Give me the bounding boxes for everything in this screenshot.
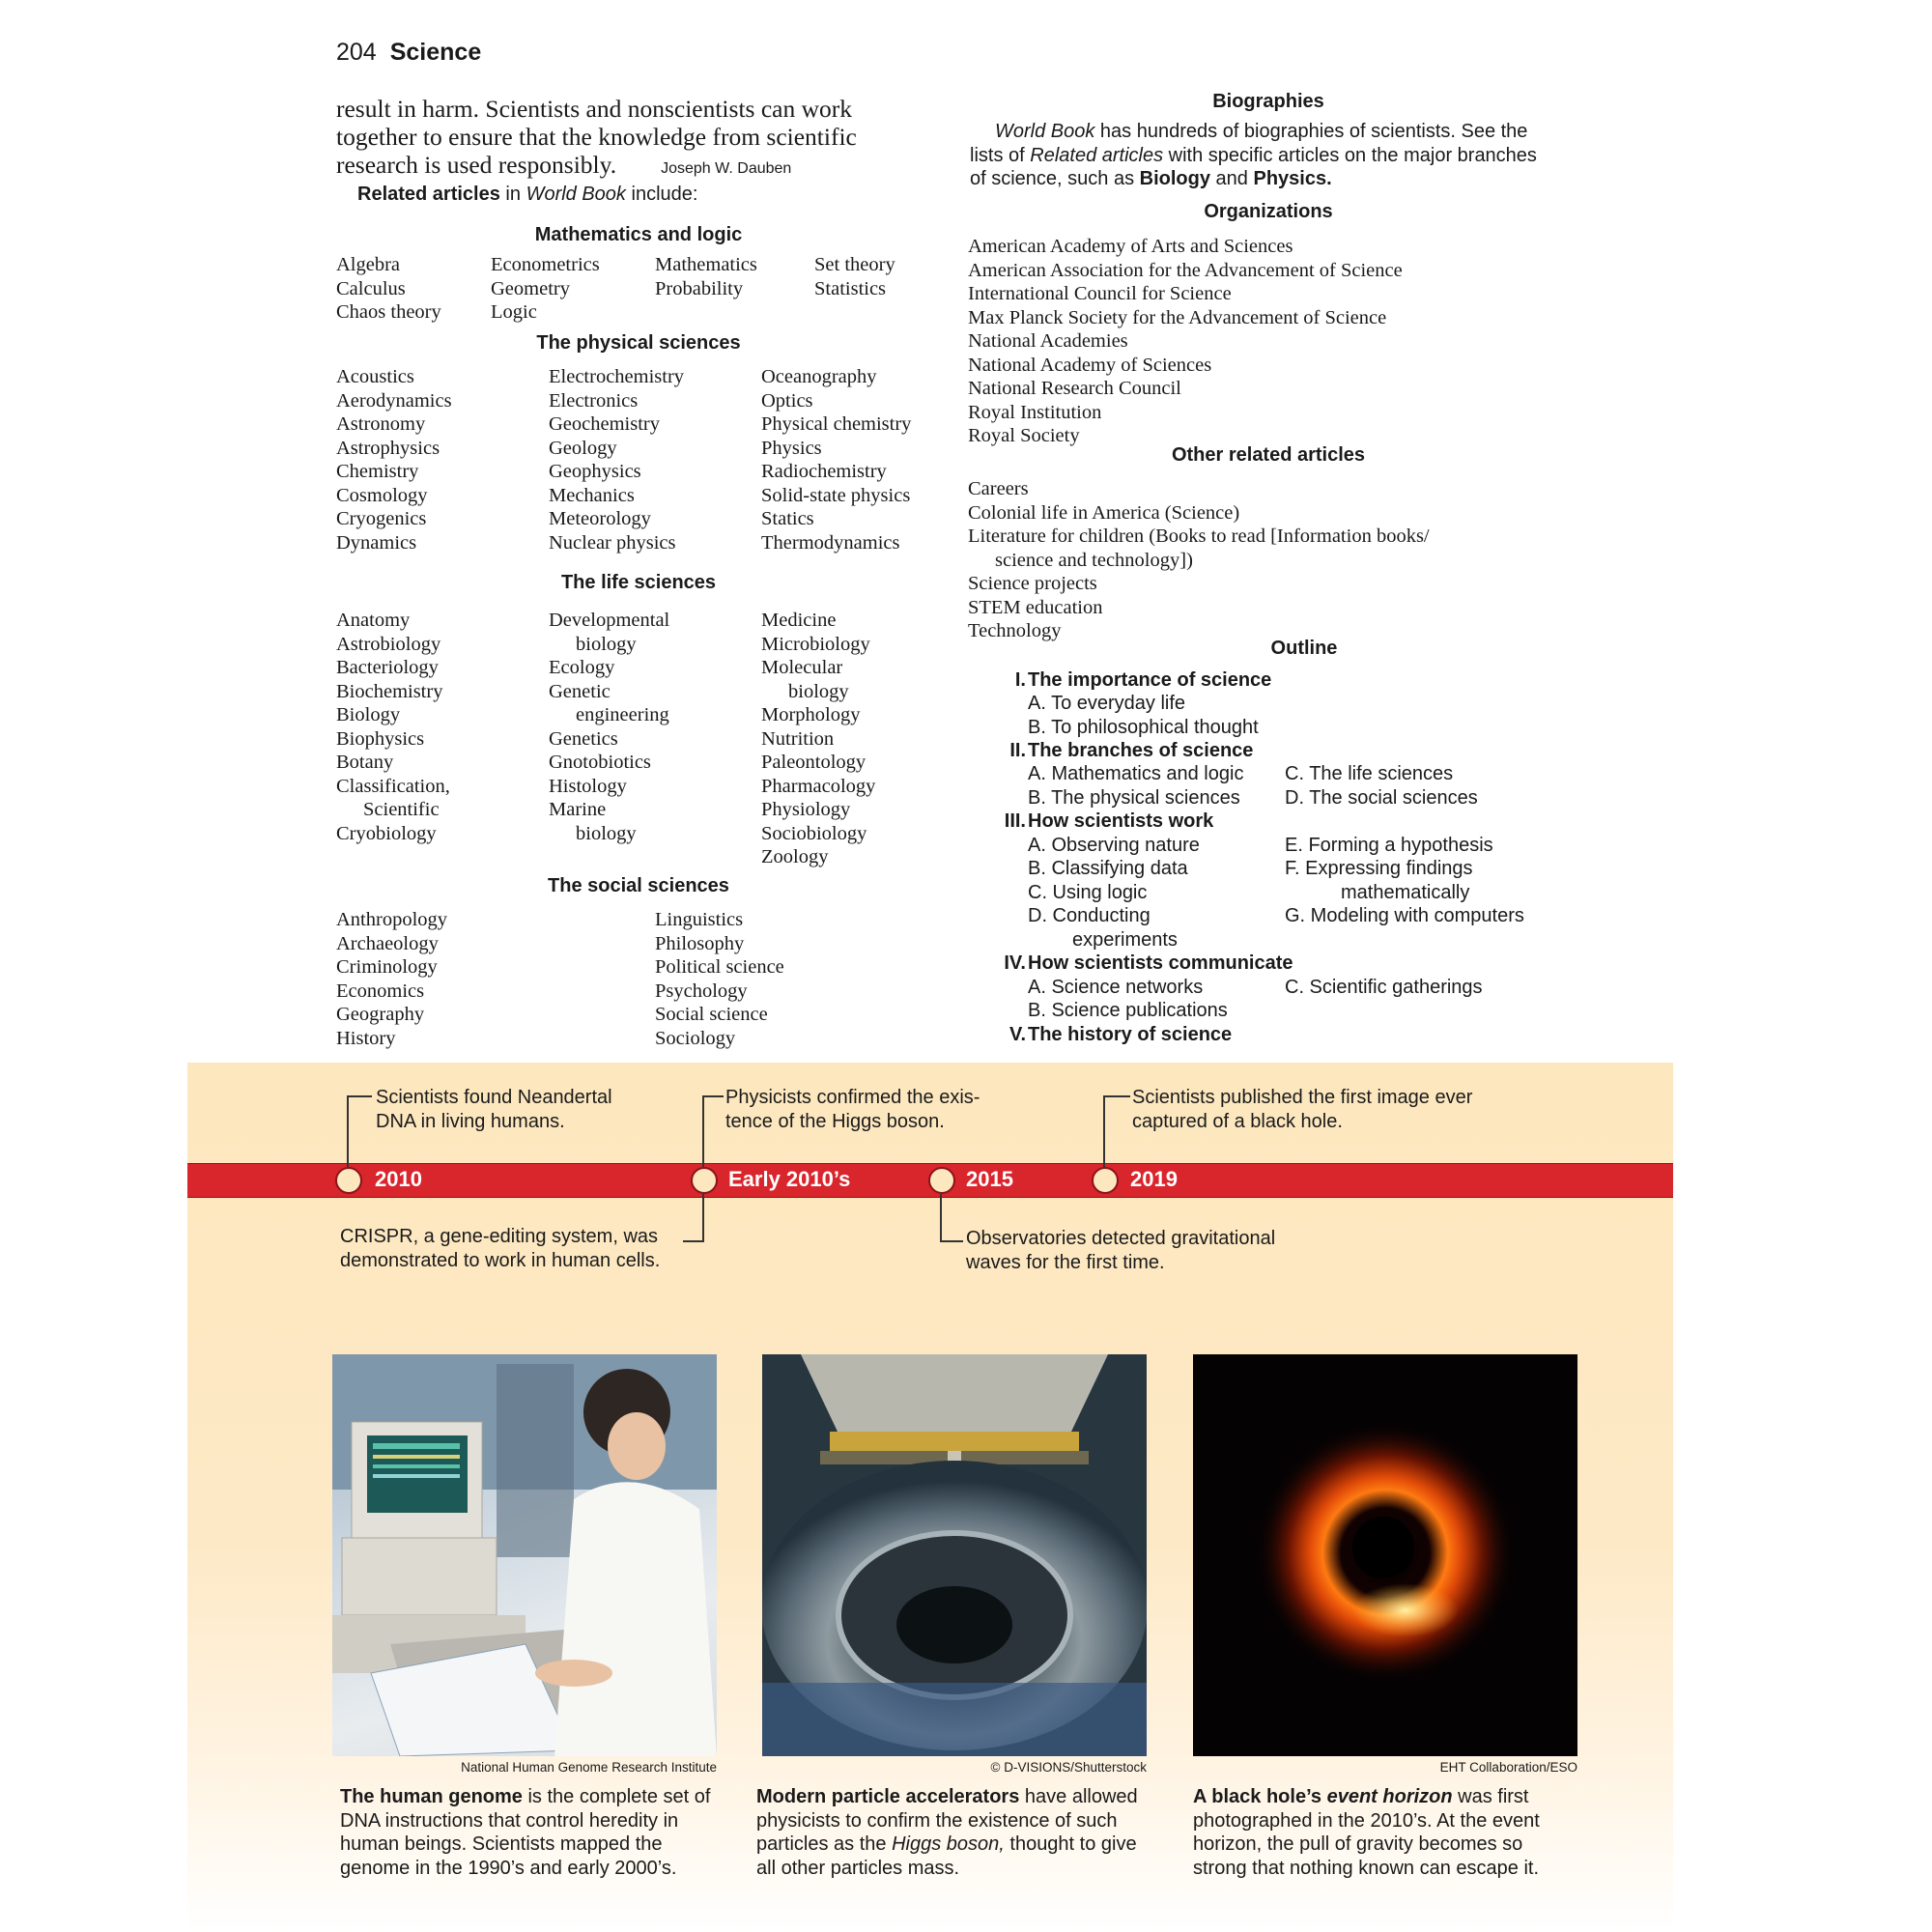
social-col-1 (336, 908, 447, 1050)
connector-line (683, 1240, 704, 1242)
bio-biology: Biology (1139, 168, 1210, 189)
list-item: Linguistics (655, 909, 744, 930)
biographies-heading: Biographies (1212, 91, 1324, 112)
event-line: captured of a black hole. (1132, 1110, 1343, 1132)
list-item: Sociology (655, 1027, 736, 1049)
event-line: Scientists published the first image ever (1132, 1087, 1473, 1108)
event-gravitational-waves (966, 1227, 1275, 1274)
connector-line (940, 1194, 942, 1242)
photo-black-hole (1193, 1354, 1577, 1756)
list-item: Careers (968, 478, 1029, 499)
running-head (336, 39, 481, 67)
list-item: biology (576, 633, 637, 655)
list-item: Set theory (814, 254, 895, 275)
outline-item: F. Expressing findings (1285, 858, 1473, 879)
event-higgs (725, 1086, 980, 1133)
list-item: Medicine (761, 610, 837, 631)
biographies-paragraph (970, 120, 1549, 191)
outline-item: A. To everyday life (1028, 693, 1186, 714)
timeline-year: 2015 (966, 1167, 1013, 1191)
caption-bold: A black hole’s (1193, 1786, 1327, 1807)
list-item: Probability (655, 277, 744, 299)
list-item: Astrobiology (336, 633, 441, 655)
outline-item: C. The life sciences (1285, 763, 1454, 784)
list-item: Solid-state physics (761, 484, 911, 506)
list-item: Microbiology (761, 633, 870, 655)
list-item: Astrophysics (336, 437, 440, 459)
life-col-2 (549, 609, 669, 845)
photo-credit: National Human Genome Research Institute (461, 1760, 717, 1775)
list-item: STEM education (968, 596, 1103, 618)
event-line: demonstrated to work in human cells. (340, 1249, 661, 1271)
related-in: in (505, 184, 521, 205)
list-item: Pharmacology (761, 775, 876, 797)
physical-col-1 (336, 365, 452, 554)
list-item: Biophysics (336, 727, 425, 750)
list-item: Literature for children (Books to read [Information books/ (968, 526, 1430, 547)
list-item: Developmental (549, 610, 670, 631)
list-item: Geology (549, 437, 617, 459)
list-item: American Academy of Arts and Sciences (968, 236, 1293, 257)
lab-illustration (332, 1354, 717, 1756)
list-item: Geophysics (549, 461, 641, 482)
list-item: Radiochemistry (761, 461, 887, 482)
list-item: Oceanography (761, 366, 877, 387)
list-item: biology (788, 680, 849, 702)
math-col-4 (814, 253, 895, 300)
photo-credit: © D-VISIONS/Shutterstock (990, 1760, 1147, 1775)
list-item: Mathematics (655, 254, 757, 275)
list-item: Nutrition (761, 727, 835, 750)
event-line: waves for the first time. (966, 1251, 1165, 1273)
list-item: Technology (968, 620, 1062, 641)
page-title: Science (389, 39, 482, 66)
bio-and: and (1210, 168, 1254, 189)
outline-num: III. (1004, 810, 1026, 832)
list-item: Physiology (761, 799, 851, 820)
event-crispr (340, 1225, 660, 1272)
list-item: Bacteriology (336, 657, 439, 678)
list-item: Acoustics (336, 366, 414, 387)
organizations-heading: Organizations (1204, 201, 1333, 222)
outline-section-title: The branches of science (1028, 740, 1254, 761)
related-label: Related articles (357, 184, 500, 205)
list-item: Aerodynamics (336, 389, 452, 412)
intro-text: result in harm. Scientists and nonscientists can work together to ensure that the knowledge from scientific research is used responsibly. (336, 95, 857, 179)
caption-text: have allowed physicists to confirm the existence of such particles as the (756, 1786, 1138, 1855)
list-item: Optics (761, 389, 813, 412)
outline-section-title: The importance of science (1028, 669, 1272, 691)
caption-bold-italic: event horizon (1326, 1786, 1453, 1807)
photo-human-genome (332, 1354, 717, 1756)
caption-particle-accelerators (756, 1785, 1143, 1880)
list-item: Logic (491, 301, 537, 323)
event-line: Observatories detected gravitational (966, 1228, 1276, 1249)
connector-line (702, 1194, 704, 1242)
connector-line (702, 1095, 724, 1097)
list-item: biology (576, 822, 637, 844)
timeline-marker (928, 1167, 955, 1194)
list-item: American Association for the Advancement of Science (968, 259, 1403, 281)
list-item: International Council for Science (968, 283, 1232, 304)
list-item: Genetics (549, 727, 618, 750)
caption-text: was first photographed in the 2010’s. At the event horizon, the pull of gravity becomes so strong that nothing known can escape it. (1193, 1786, 1540, 1879)
list-item: History (336, 1027, 396, 1049)
outline-section-title: The history of science (1028, 1024, 1233, 1045)
timeline-year: Early 2010’s (728, 1167, 851, 1191)
list-item: science and technology]) (995, 549, 1193, 571)
list-item: Botany (336, 752, 394, 773)
list-item: Histology (549, 775, 627, 797)
list-item: Max Planck Society for the Advancement of Science (968, 306, 1387, 328)
list-item: Physical chemistry (761, 413, 912, 435)
event-black-hole (1132, 1086, 1472, 1133)
outline-num: II. (1009, 740, 1026, 761)
caption-human-genome (340, 1785, 726, 1880)
bio-text-1: has hundreds of biographies of scientists. See the lists of (970, 121, 1528, 166)
list-item: National Academy of Sciences (968, 354, 1212, 376)
list-item: Dynamics (336, 531, 417, 554)
list-item: Mechanics (549, 484, 635, 506)
bio-physics: Physics. (1253, 168, 1332, 189)
bio-related: Related articles (1030, 144, 1164, 166)
accelerator-illustration (762, 1354, 1147, 1756)
outline-item: B. Science publications (1028, 1000, 1228, 1021)
list-item: Philosophy (655, 932, 745, 954)
list-item: Calculus (336, 277, 406, 299)
outline-item: C. Scientific gatherings (1285, 977, 1483, 998)
outline-item: D. Conducting (1028, 905, 1151, 926)
list-item: Royal Society (968, 425, 1080, 446)
list-item: National Research Council (968, 378, 1181, 399)
list-item: Meteorology (549, 508, 651, 529)
connector-line (347, 1095, 349, 1167)
physical-col-3 (761, 365, 911, 554)
life-heading: The life sciences (560, 572, 717, 593)
list-item: Anthropology (336, 909, 448, 930)
outline-item: B. Classifying data (1028, 858, 1188, 879)
list-item: Cosmology (336, 484, 428, 506)
page-number: 204 (336, 39, 377, 66)
outline-item: experiments (1072, 929, 1178, 951)
list-item: Economics (336, 980, 425, 1002)
caption-bold: Modern particle accelerators (756, 1786, 1020, 1807)
outline-item: B. To philosophical thought (1028, 717, 1259, 738)
author-credit: Joseph W. Dauben (661, 160, 792, 177)
outline-item: A. Observing nature (1028, 835, 1200, 856)
list-item: Psychology (655, 980, 748, 1002)
outline-item: C. Using logic (1028, 882, 1148, 903)
list-item: Morphology (761, 704, 861, 725)
caption-text: is the complete set of DNA instructions that control heredity in human beings. Scientists mapped the genome in the 1990’s and early 2000’s. (340, 1786, 711, 1879)
other-heading: Other related articles (1171, 444, 1366, 466)
physical-heading: The physical sciences (536, 332, 741, 354)
life-col-1 (336, 609, 450, 845)
social-col-2 (655, 908, 784, 1050)
outline-num: IV. (1004, 952, 1026, 974)
list-item: Nuclear physics (549, 531, 676, 554)
list-item: Anatomy (336, 610, 411, 631)
list-item: Geochemistry (549, 413, 660, 435)
list-item: Algebra (336, 254, 401, 275)
outline-num: I. (1014, 669, 1026, 691)
list-item: Sociobiology (761, 822, 867, 844)
list-item: Marine (549, 799, 607, 820)
outline-item: E. Forming a hypothesis (1285, 835, 1493, 856)
list-item: Physics (761, 437, 822, 459)
list-item: Zoology (761, 846, 829, 867)
connector-line (940, 1240, 963, 1242)
list-item: Cryogenics (336, 508, 427, 529)
organizations-list (968, 235, 1403, 448)
timeline-year: 2019 (1130, 1167, 1178, 1191)
outline-heading: Outline (1270, 638, 1338, 659)
event-line: tence of the Higgs boson. (725, 1110, 945, 1132)
timeline-marker (335, 1167, 362, 1194)
outline-item: A. Science networks (1028, 977, 1204, 998)
physical-col-2 (549, 365, 684, 554)
list-item: Gnotobiotics (549, 752, 651, 773)
related-book: World Book (526, 184, 626, 205)
list-item: Electronics (549, 389, 639, 412)
list-item: Geography (336, 1004, 425, 1025)
outline-item: B. The physical sciences (1028, 787, 1240, 809)
social-heading: The social sciences (548, 875, 729, 896)
event-line: Physicists confirmed the exis- (725, 1087, 980, 1108)
timeline-marker (1092, 1167, 1119, 1194)
photo-credit: EHT Collaboration/ESO (1439, 1760, 1577, 1775)
list-item: Criminology (336, 956, 438, 978)
timeline-marker (691, 1167, 718, 1194)
list-item: Cryobiology (336, 822, 437, 844)
black-hole-illustration (1193, 1354, 1577, 1756)
list-item: Geometry (491, 277, 570, 299)
list-item: Econometrics (491, 254, 600, 275)
connector-line (347, 1095, 372, 1097)
list-item: Biology (336, 704, 401, 725)
list-item: Political science (655, 956, 784, 978)
list-item: Genetic (549, 680, 611, 702)
list-item: Classification, (336, 775, 450, 797)
bio-book: World Book (995, 121, 1095, 142)
math-col-2 (491, 253, 600, 325)
list-item: Chaos theory (336, 301, 441, 323)
list-item: Electrochemistry (549, 366, 685, 387)
list-item: Astronomy (336, 413, 426, 435)
caption-bold: The human genome (340, 1786, 523, 1807)
list-item: Statics (761, 508, 814, 529)
event-line: CRISPR, a gene-editing system, was (340, 1226, 659, 1247)
list-item: National Academies (968, 330, 1128, 352)
event-line: DNA in living humans. (376, 1110, 565, 1132)
outline-item: D. The social sciences (1285, 787, 1478, 809)
list-item: Ecology (549, 657, 615, 678)
caption-black-hole (1193, 1785, 1579, 1880)
list-item: Science projects (968, 573, 1097, 594)
list-item: Thermodynamics (761, 531, 900, 554)
math-col-1 (336, 253, 441, 325)
outline-item: G. Modeling with computers (1285, 905, 1524, 926)
list-item: Archaeology (336, 932, 439, 954)
bio-text-2: with specific articles on the major branches of science, such as (970, 144, 1537, 189)
connector-line (1103, 1095, 1105, 1167)
timeline-year: 2010 (375, 1167, 422, 1191)
math-heading: Mathematics and logic (534, 224, 743, 245)
outline-num: V. (1009, 1024, 1026, 1045)
list-item: Biochemistry (336, 680, 443, 702)
caption-text: thought to give all other particles mass. (756, 1833, 1137, 1879)
list-item: Chemistry (336, 461, 419, 482)
outline-item: mathematically (1341, 882, 1470, 903)
intro-paragraph (336, 95, 916, 183)
list-item: Scientific (363, 799, 440, 820)
list-item: Paleontology (761, 752, 867, 773)
life-col-3 (761, 609, 875, 869)
related-articles-intro (357, 184, 697, 206)
event-line: Scientists found Neandertal (376, 1087, 612, 1108)
math-col-3 (655, 253, 757, 300)
list-item: engineering (576, 704, 669, 725)
event-neandertal (376, 1086, 612, 1133)
list-item: Statistics (814, 277, 887, 299)
other-list (968, 477, 1430, 643)
connector-line (702, 1095, 704, 1167)
outline-section-title: How scientists work (1028, 810, 1214, 832)
photo-particle-accelerator (762, 1354, 1147, 1756)
list-item: Social science (655, 1004, 768, 1025)
list-item: Royal Institution (968, 401, 1102, 423)
connector-line (1103, 1095, 1130, 1097)
outline-item: A. Mathematics and logic (1028, 763, 1244, 784)
outline-section-title: How scientists communicate (1028, 952, 1293, 974)
related-include: include: (631, 184, 698, 205)
caption-italic: Higgs boson, (892, 1833, 1005, 1855)
list-item: Colonial life in America (Science) (968, 501, 1240, 524)
list-item: Molecular (761, 657, 843, 678)
